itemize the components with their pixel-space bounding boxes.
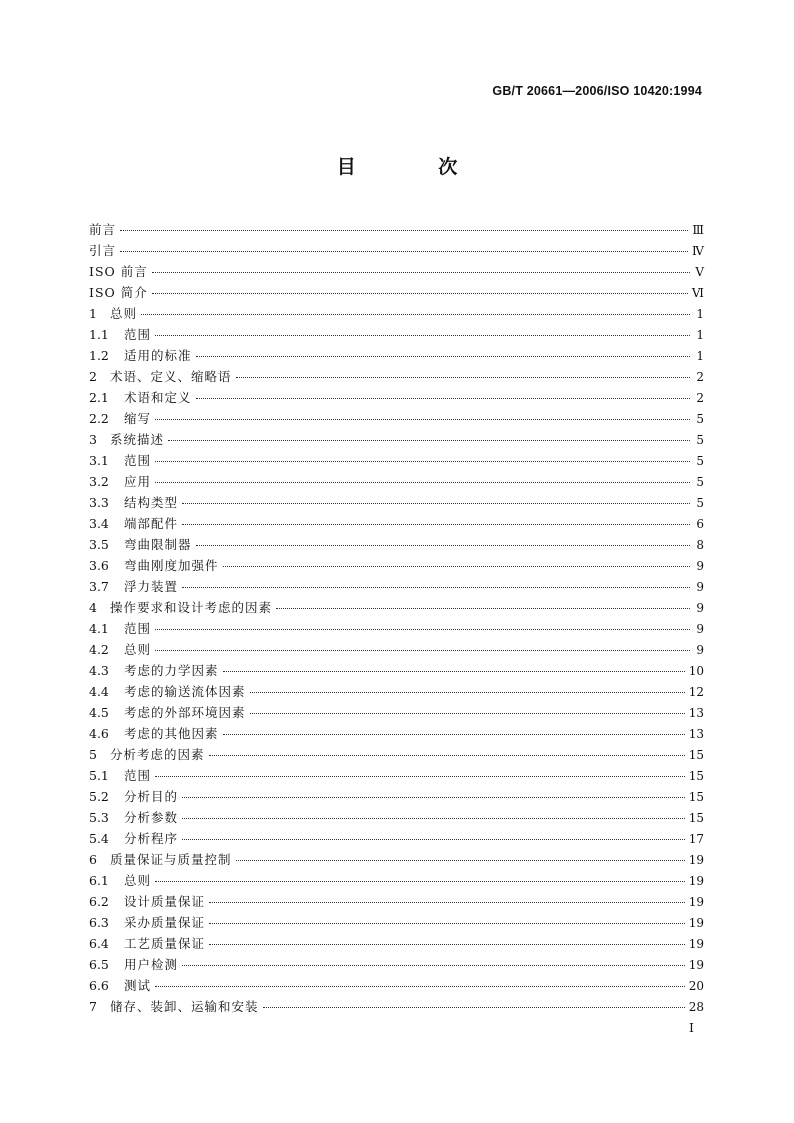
toc-entry[interactable] [89, 408, 704, 429]
dot-leader [141, 314, 690, 315]
toc-entry[interactable] [89, 954, 704, 975]
toc-entry[interactable] [89, 807, 704, 828]
dot-leader [209, 944, 685, 945]
toc-entry-number: 5.1 [89, 768, 109, 783]
toc-entry-title: 分析目的 [124, 789, 179, 804]
dot-leader [168, 440, 690, 441]
toc-entry-number: 4.2 [89, 642, 109, 657]
toc-entry[interactable] [89, 828, 704, 849]
toc-entry-title: 结构类型 [124, 495, 179, 510]
toc-entry-title: 操作要求和设计考虑的因素 [110, 600, 273, 615]
toc-entry-page: 15 [688, 790, 704, 804]
dot-leader [250, 692, 685, 693]
toc-entry[interactable] [89, 639, 704, 660]
toc-entry[interactable] [89, 471, 704, 492]
dot-leader [182, 965, 685, 966]
toc-entry-page: 17 [688, 832, 704, 846]
toc-entry-number: 6.1 [89, 873, 109, 888]
toc-entry[interactable] [89, 282, 704, 303]
toc-entry-number: 7 [89, 999, 97, 1014]
toc-entry-number: 4.4 [89, 684, 109, 699]
toc-entry-page: 9 [696, 601, 704, 615]
toc-entry[interactable] [89, 933, 704, 954]
dot-leader [196, 545, 690, 546]
dot-leader [155, 986, 685, 987]
toc-entry[interactable] [89, 912, 704, 933]
toc-entry-number: 6.3 [89, 915, 109, 930]
toc-entry-page: 15 [688, 748, 704, 762]
dot-leader [223, 671, 685, 672]
toc-entry-title: 用户检测 [124, 957, 179, 972]
toc-entry-number: 3 [89, 432, 97, 447]
toc-entry[interactable] [89, 870, 704, 891]
toc-entry-title: 适用的标准 [124, 348, 192, 363]
toc-entry-number: 2.2 [89, 411, 109, 426]
dot-leader [263, 1007, 685, 1008]
dot-leader [276, 608, 690, 609]
toc-entry[interactable] [89, 261, 704, 282]
toc-entry-title: 测试 [124, 978, 152, 993]
toc-entry-number: 1.1 [89, 327, 109, 342]
toc-entry-title: ISO 简介 [89, 285, 148, 300]
dot-leader [182, 797, 685, 798]
page-number: I [689, 1020, 694, 1035]
toc-entry-number: 3.2 [89, 474, 109, 489]
toc-entry-title: 弯曲刚度加强件 [124, 558, 219, 573]
toc-entry-page: 1 [696, 349, 704, 363]
toc-entry-number: 2.1 [89, 390, 109, 405]
toc-entry[interactable] [89, 786, 704, 807]
toc-entry[interactable] [89, 492, 704, 513]
toc-entry-title: 分析参数 [124, 810, 179, 825]
toc-entry-page: 13 [688, 706, 704, 720]
toc-entry-number: 6.6 [89, 978, 109, 993]
toc-entry-title: 范围 [124, 768, 152, 783]
toc-entry[interactable] [89, 534, 704, 555]
toc-entry-title: 储存、装卸、运输和安装 [110, 999, 259, 1014]
toc-entry-page: 19 [688, 937, 704, 951]
toc-entry-page: 19 [688, 874, 704, 888]
dot-leader [120, 251, 688, 252]
toc-entry-page: 15 [688, 811, 704, 825]
dot-leader [155, 335, 690, 336]
toc-entry-title: 应用 [124, 474, 152, 489]
dot-leader [209, 923, 685, 924]
toc-entry[interactable] [89, 702, 704, 723]
toc-entry[interactable] [89, 765, 704, 786]
dot-leader [236, 377, 690, 378]
toc-entry-page: 19 [688, 853, 704, 867]
toc-entry-title: 弯曲限制器 [124, 537, 192, 552]
toc-entry-page: 10 [688, 664, 704, 678]
toc-entry-title: 考虑的外部环境因素 [124, 705, 246, 720]
toc-entry[interactable] [89, 891, 704, 912]
toc-entry-page: 19 [688, 958, 704, 972]
table-of-contents [89, 219, 704, 1017]
toc-entry-number: 5.3 [89, 810, 109, 825]
toc-entry-title: 总则 [110, 306, 138, 321]
toc-entry-number: 1 [89, 306, 97, 321]
dot-leader [196, 398, 690, 399]
toc-entry[interactable] [89, 660, 704, 681]
toc-entry-title: 工艺质量保证 [124, 936, 206, 951]
toc-entry-page: 19 [688, 895, 704, 909]
toc-entry-page: 2 [696, 391, 704, 405]
toc-entry-number: 3.6 [89, 558, 109, 573]
dot-leader [196, 356, 690, 357]
toc-entry-page: 9 [696, 580, 704, 594]
toc-entry-page: 1 [696, 328, 704, 342]
dot-leader [155, 881, 685, 882]
toc-entry[interactable] [89, 219, 704, 240]
toc-entry-title: 术语和定义 [124, 390, 192, 405]
toc-entry-page: 15 [688, 769, 704, 783]
toc-entry[interactable] [89, 513, 704, 534]
toc-entry-title: 范围 [124, 327, 152, 342]
toc-entry-page: 12 [688, 685, 704, 699]
toc-entry-number: 3.3 [89, 495, 109, 510]
dot-leader [155, 419, 690, 420]
toc-entry-title: 分析考虑的因素 [110, 747, 205, 762]
dot-leader [223, 734, 685, 735]
dot-leader [250, 713, 685, 714]
dot-leader [182, 818, 685, 819]
toc-entry-title: 考虑的输送流体因素 [124, 684, 246, 699]
toc-entry-title: 考虑的其他因素 [124, 726, 219, 741]
toc-entry-number: 5.2 [89, 789, 109, 804]
toc-entry-page: Ⅵ [691, 286, 704, 300]
toc-entry[interactable] [89, 555, 704, 576]
dot-leader [152, 293, 688, 294]
toc-entry-title: 端部配件 [124, 516, 179, 531]
toc-entry[interactable] [89, 303, 704, 324]
toc-entry[interactable] [89, 597, 704, 618]
dot-leader [182, 839, 685, 840]
dot-leader [155, 629, 690, 630]
dot-leader [182, 524, 690, 525]
toc-entry-title: 总则 [124, 642, 152, 657]
toc-entry-page: Ⅳ [692, 244, 704, 258]
toc-entry-page: 5 [696, 454, 704, 468]
toc-entry-number: 6.4 [89, 936, 109, 951]
toc-entry-number: 6.2 [89, 894, 109, 909]
dot-leader [120, 230, 688, 231]
toc-entry-page: 6 [696, 517, 704, 531]
dot-leader [209, 902, 685, 903]
dot-leader [155, 461, 690, 462]
toc-entry-title: 引言 [89, 243, 117, 258]
toc-entry-title: 缩写 [124, 411, 152, 426]
toc-entry-page: 28 [688, 1000, 704, 1014]
toc-entry-page: 13 [688, 727, 704, 741]
toc-entry-number: 4.1 [89, 621, 109, 636]
toc-entry-page: 1 [696, 307, 704, 321]
toc-entry[interactable] [89, 723, 704, 744]
toc-entry-page: 5 [696, 496, 704, 510]
toc-entry-title: 总则 [124, 873, 152, 888]
toc-entry-page: 8 [696, 538, 704, 552]
toc-entry-number: 1.2 [89, 348, 109, 363]
toc-entry-title: 前言 [89, 222, 117, 237]
toc-entry-title: 系统描述 [110, 432, 165, 447]
toc-entry-page: 5 [696, 475, 704, 489]
toc-entry-number: 4.6 [89, 726, 109, 741]
toc-entry[interactable] [89, 345, 704, 366]
toc-entry[interactable] [89, 618, 704, 639]
dot-leader [155, 650, 690, 651]
toc-entry[interactable] [89, 576, 704, 597]
dot-leader [155, 482, 690, 483]
toc-entry-number: 5.4 [89, 831, 109, 846]
toc-entry[interactable] [89, 996, 704, 1017]
toc-entry[interactable] [89, 681, 704, 702]
toc-entry[interactable] [89, 324, 704, 345]
toc-entry-number: 2 [89, 369, 97, 384]
dot-leader [209, 755, 685, 756]
toc-entry-title: 采办质量保证 [124, 915, 206, 930]
toc-entry[interactable] [89, 450, 704, 471]
toc-entry-title: 范围 [124, 453, 152, 468]
toc-entry[interactable] [89, 366, 704, 387]
toc-entry-number: 3.5 [89, 537, 109, 552]
toc-entry-title: 质量保证与质量控制 [110, 852, 232, 867]
dot-leader [236, 860, 685, 861]
dot-leader [182, 587, 690, 588]
toc-entry-number: 5 [89, 747, 97, 762]
toc-entry-number: 3.1 [89, 453, 109, 468]
toc-entry-page: 9 [696, 559, 704, 573]
toc-entry-page: Ⅲ [692, 223, 704, 237]
toc-entry-page: 5 [696, 433, 704, 447]
toc-entry-title: 范围 [124, 621, 152, 636]
toc-entry-title: 考虑的力学因素 [124, 663, 219, 678]
toc-entry-number: 6.5 [89, 957, 109, 972]
toc-entry[interactable] [89, 849, 704, 870]
page-title: 目 次 [336, 156, 496, 178]
toc-entry[interactable] [89, 975, 704, 996]
dot-leader [223, 566, 690, 567]
toc-entry-number: 6 [89, 852, 97, 867]
toc-entry[interactable] [89, 429, 704, 450]
toc-entry-page: 5 [696, 412, 704, 426]
toc-entry-number: 4 [89, 600, 97, 615]
standard-code-header: GB/T 20661—2006/ISO 10420:1994 [492, 84, 702, 98]
toc-entry-page: 19 [688, 916, 704, 930]
toc-entry-page: Ⅴ [695, 265, 704, 279]
toc-entry-page: 9 [696, 643, 704, 657]
toc-entry-number: 4.3 [89, 663, 109, 678]
toc-entry-title: ISO 前言 [89, 264, 148, 279]
dot-leader [182, 503, 690, 504]
toc-entry-page: 2 [696, 370, 704, 384]
toc-entry-number: 3.4 [89, 516, 109, 531]
toc-entry[interactable] [89, 744, 704, 765]
toc-entry-title: 设计质量保证 [124, 894, 206, 909]
toc-entry-page: 9 [696, 622, 704, 636]
toc-entry[interactable] [89, 240, 704, 261]
dot-leader [155, 776, 685, 777]
dot-leader [152, 272, 690, 273]
toc-entry-number: 3.7 [89, 579, 109, 594]
toc-entry-title: 术语、定义、缩略语 [110, 369, 232, 384]
toc-entry[interactable] [89, 387, 704, 408]
toc-entry-page: 20 [688, 979, 704, 993]
toc-entry-title: 分析程序 [124, 831, 179, 846]
toc-entry-title: 浮力装置 [124, 579, 179, 594]
toc-entry-number: 4.5 [89, 705, 109, 720]
